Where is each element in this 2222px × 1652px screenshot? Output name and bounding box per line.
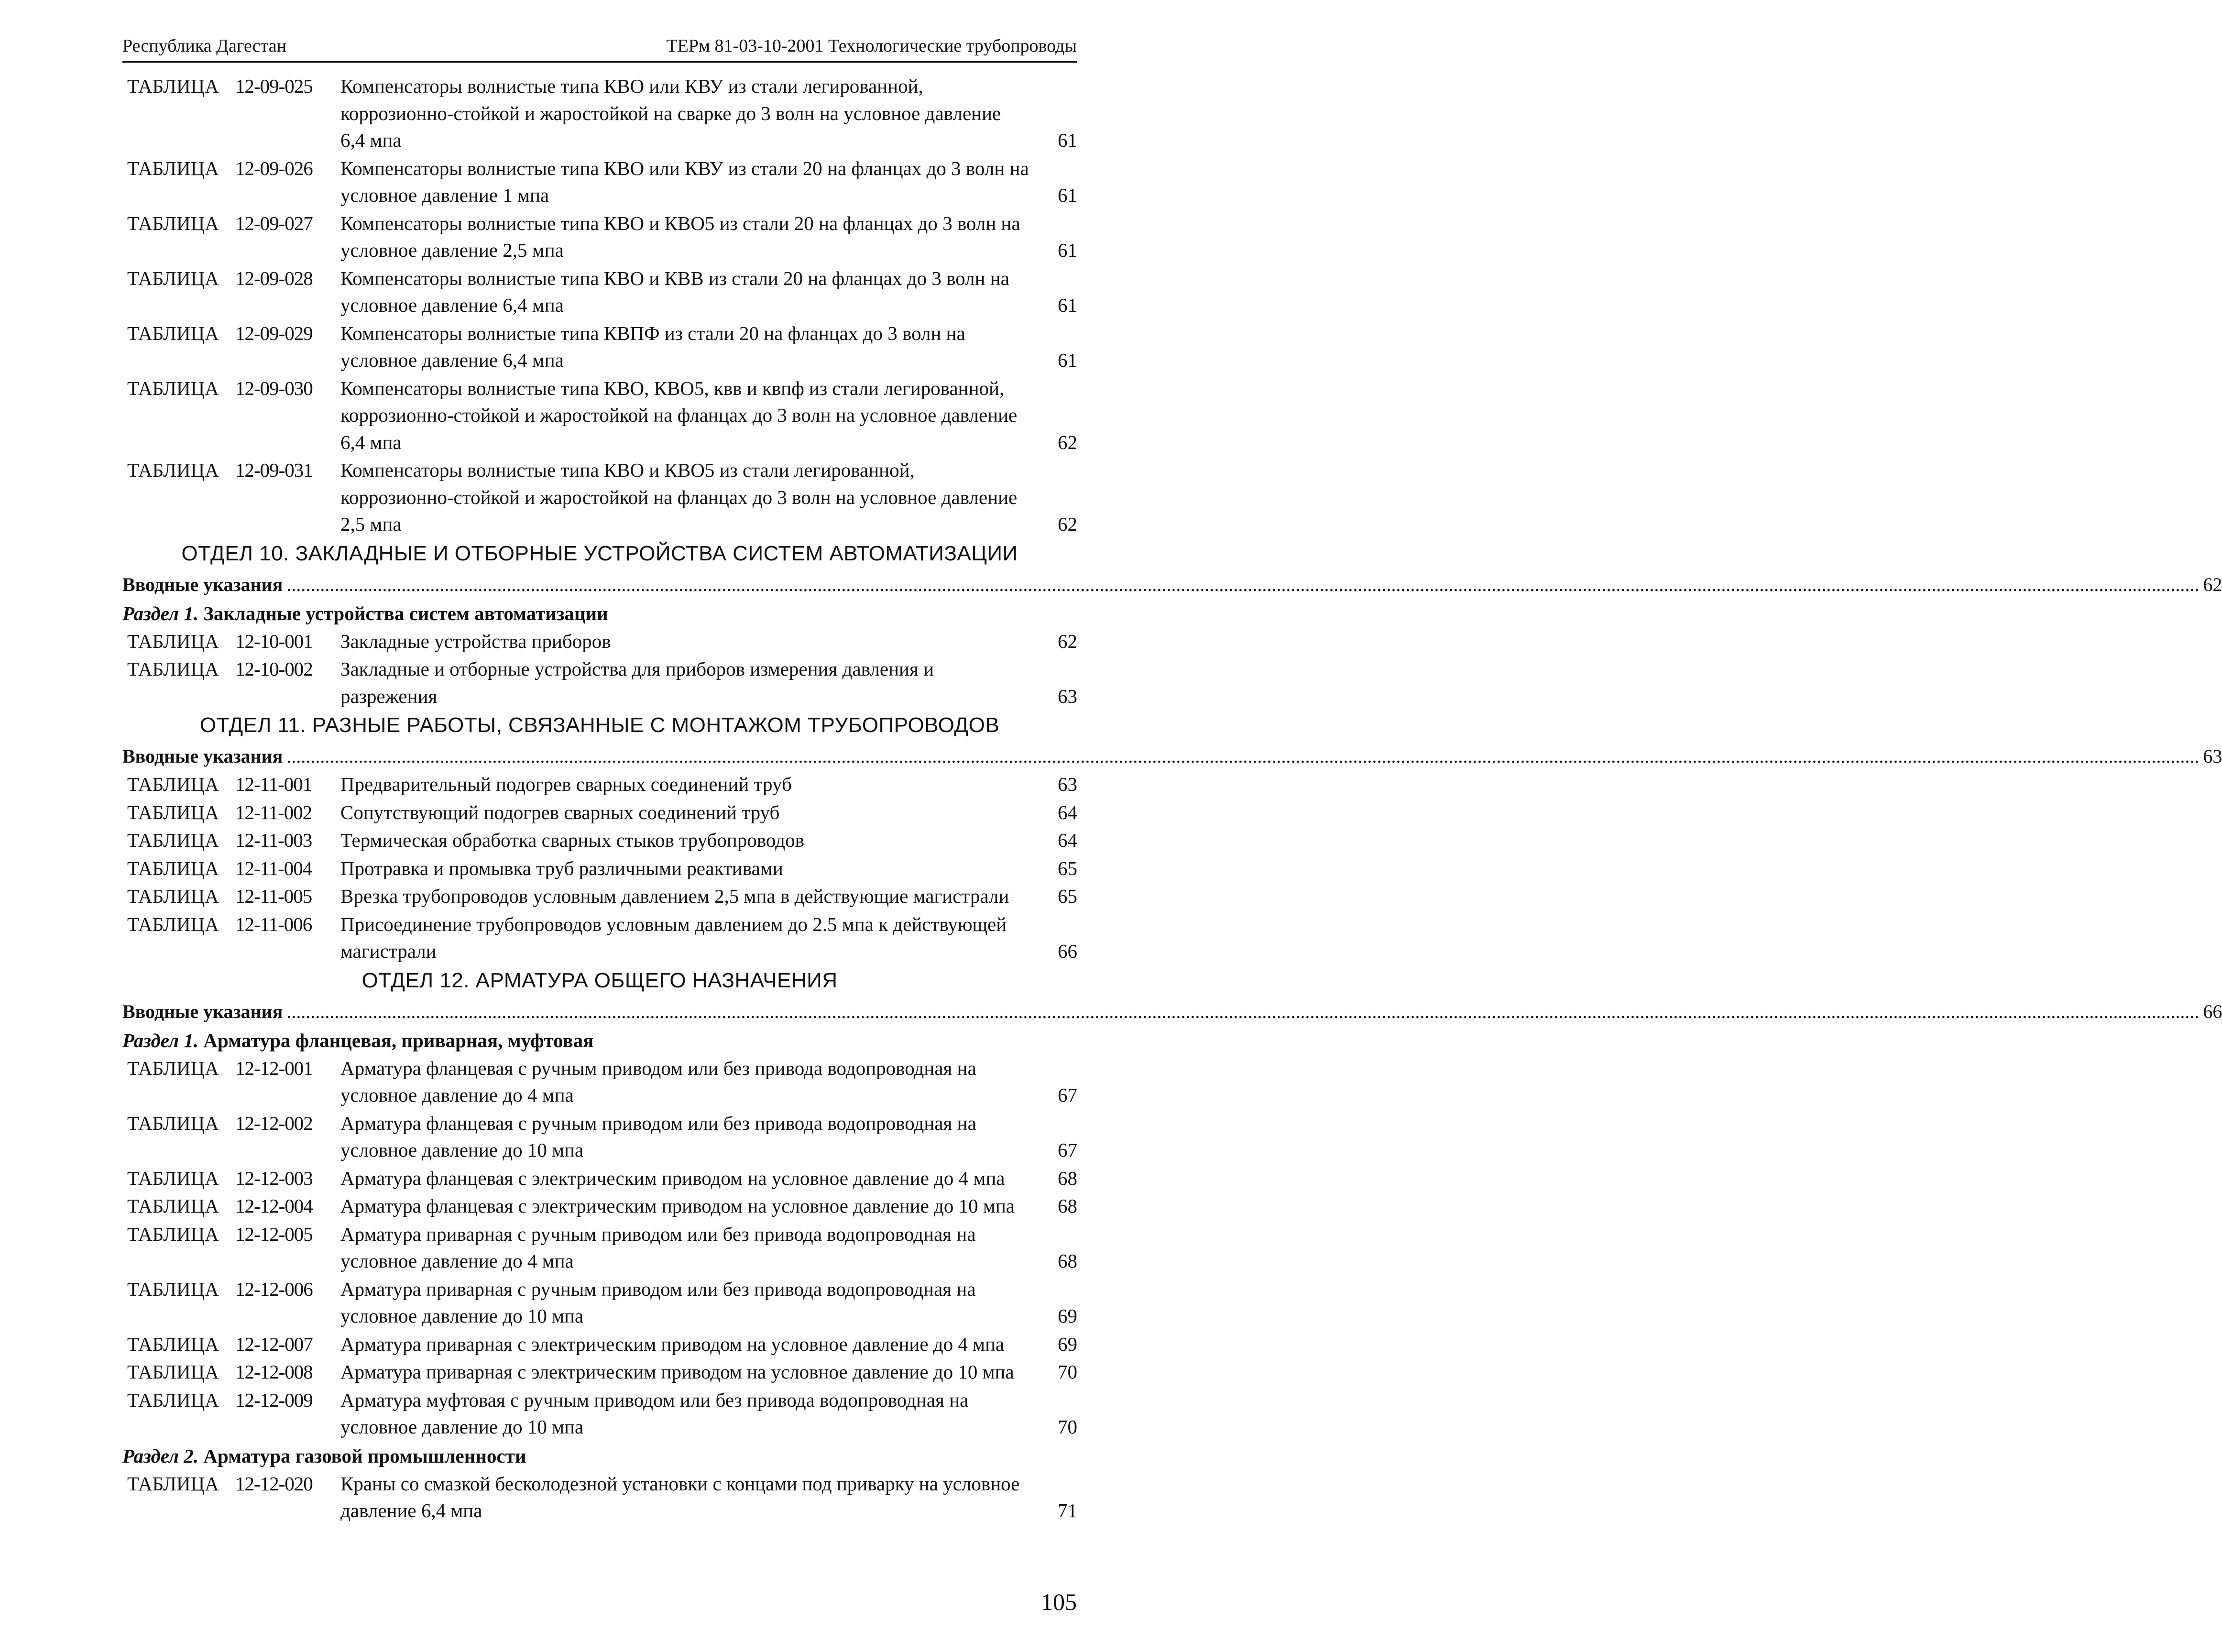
department-heading: ОТДЕЛ 10. ЗАКЛАДНЫЕ И ОТБОРНЫЕ УСТРОЙСТВА СИСТЕМ АВТОМАТИЗАЦИИ bbox=[181, 541, 1018, 565]
entry-keyword: ТАБЛИЦА bbox=[127, 1333, 219, 1355]
entry-code: 12-09-026 bbox=[235, 157, 313, 179]
intro-entry[interactable] bbox=[122, 997, 2222, 1026]
section-title: Закладные устройства систем автоматизации bbox=[203, 602, 608, 624]
entry-keyword: ТАБЛИЦА bbox=[127, 1112, 219, 1134]
entry-description: Арматура муфтовая с ручным приводом или без привода водопроводная на условное давление до 10 мпа bbox=[340, 1389, 969, 1438]
toc-entry[interactable] bbox=[122, 799, 1077, 826]
entry-keyword: ТАБЛИЦА bbox=[127, 1195, 219, 1217]
table-of-contents bbox=[122, 73, 2222, 1524]
entry-keyword: ТАБЛИЦА bbox=[127, 1223, 219, 1245]
entry-description: Арматура приварная с ручным приводом или без привода водопроводная на условное давление до 10 мпа bbox=[340, 1278, 976, 1327]
section-title: Арматура газовой промышленности bbox=[203, 1444, 526, 1467]
entry-keyword: ТАБЛИЦА bbox=[127, 885, 219, 907]
entry-description: Врезка трубопроводов условным давлением 2,5 мпа в действующие магистрали bbox=[340, 885, 1009, 907]
entry-code: 12-12-008 bbox=[235, 1361, 313, 1383]
entry-description: Компенсаторы волнистые типа КВО или КВУ из стали 20 на фланцах до 3 волн на условное давление 1 мпа bbox=[340, 157, 1029, 206]
entry-code: 12-11-002 bbox=[235, 801, 312, 823]
dot-leader: ................................................................................................................................................................................................................................................................................................................................................................................................................ bbox=[286, 745, 2200, 767]
entry-page: 61 bbox=[1058, 184, 1077, 206]
entry-description: Компенсаторы волнистые типа КВО, КВО5, квв и квпф из стали легированной, коррозионно-стойкой и жаростойкой на фланцах до 3 волн на условное давление 6,4 мпа bbox=[340, 377, 1018, 453]
entry-description: Компенсаторы волнистые типа КВО или КВУ из стали легированной, коррозионно-стойкой и жаростойкой на сварке до 3 волн на условное давление 6,4 мпа bbox=[340, 75, 1001, 151]
entry-keyword: ТАБЛИЦА bbox=[127, 212, 219, 234]
entry-code: 12-09-031 bbox=[235, 459, 313, 481]
entry-page: 70 bbox=[1058, 1416, 1077, 1438]
header-region: Республика Дагестан bbox=[122, 36, 286, 56]
entry-keyword: ТАБЛИЦА bbox=[127, 913, 219, 935]
entry-code: 12-10-002 bbox=[235, 658, 313, 680]
section-heading bbox=[122, 1026, 1077, 1055]
page-number: 105 bbox=[1041, 1588, 1077, 1615]
entry-description: Арматура фланцевая с ручным приводом или без привода водопроводная на условное давление до 4 мпа bbox=[340, 1057, 976, 1106]
header-standard-title: ТЕРм 81-03-10-2001 Технологические трубопроводы bbox=[666, 36, 1077, 56]
entry-page: 68 bbox=[1058, 1250, 1077, 1272]
toc-entry[interactable] bbox=[122, 1165, 1077, 1192]
entry-page: 61 bbox=[1058, 349, 1077, 371]
entry-code: 12-12-004 bbox=[235, 1195, 313, 1217]
entry-page: 67 bbox=[1058, 1139, 1077, 1161]
toc-entry[interactable] bbox=[122, 375, 1077, 456]
toc-entry[interactable] bbox=[122, 1276, 1077, 1330]
entry-page: 68 bbox=[1058, 1195, 1077, 1217]
entry-keyword: ТАБЛИЦА bbox=[127, 157, 219, 179]
entry-code: 12-09-027 bbox=[235, 212, 313, 234]
entry-page: 64 bbox=[1058, 801, 1077, 823]
entry-code: 12-12-020 bbox=[235, 1472, 313, 1495]
intro-label: Вводные указания bbox=[122, 1000, 283, 1022]
entry-description: Термическая обработка сварных стыков трубопроводов bbox=[340, 829, 804, 851]
entry-description: Протравка и промывка труб различными реактивами bbox=[340, 857, 783, 879]
entry-code: 12-12-001 bbox=[235, 1057, 313, 1079]
entry-code: 12-11-005 bbox=[235, 885, 312, 907]
section-heading bbox=[122, 599, 1077, 628]
entry-keyword: ТАБЛИЦА bbox=[127, 857, 219, 879]
toc-entry[interactable] bbox=[122, 265, 1077, 319]
entry-keyword: ТАБЛИЦА bbox=[127, 1389, 219, 1411]
entry-keyword: ТАБЛИЦА bbox=[127, 267, 219, 289]
toc-entry[interactable] bbox=[122, 827, 1077, 854]
entry-code: 12-12-006 bbox=[235, 1278, 313, 1300]
entry-page: 64 bbox=[1058, 829, 1077, 851]
header-rule bbox=[122, 61, 1077, 63]
entry-page: 70 bbox=[1058, 1361, 1077, 1383]
entry-page: 71 bbox=[1058, 1499, 1077, 1521]
toc-entry[interactable] bbox=[122, 457, 1077, 538]
toc-entry[interactable] bbox=[122, 628, 1077, 655]
intro-label: Вводные указания bbox=[122, 573, 283, 595]
entry-page: 63 bbox=[1058, 685, 1077, 707]
toc-entry[interactable] bbox=[122, 1387, 1077, 1441]
entry-page: 69 bbox=[1058, 1305, 1077, 1327]
entry-description: Арматура фланцевая с ручным приводом или без привода водопроводная на условное давление до 10 мпа bbox=[340, 1112, 976, 1161]
entry-description: Сопутствующий подогрев сварных соединений труб bbox=[340, 801, 780, 823]
entry-code: 12-10-001 bbox=[235, 630, 313, 652]
toc-entry[interactable] bbox=[122, 855, 1077, 882]
toc-entry[interactable] bbox=[122, 1331, 1077, 1358]
entry-page: 65 bbox=[1058, 857, 1077, 879]
intro-page: 66 bbox=[2203, 1000, 2222, 1022]
entry-page: 62 bbox=[1058, 431, 1077, 453]
entry-code: 12-09-025 bbox=[235, 75, 313, 97]
entry-keyword: ТАБЛИЦА bbox=[127, 630, 219, 652]
entry-description: Краны со смазкой бесколодезной установки с концами под приварку на условное давление 6,4 мпа bbox=[340, 1472, 1020, 1521]
entry-page: 65 bbox=[1058, 885, 1077, 907]
toc-entry[interactable] bbox=[122, 1055, 1077, 1109]
entry-description: Арматура приварная с электрическим приводом на условное давление до 10 мпа bbox=[340, 1361, 1014, 1383]
entry-code: 12-11-004 bbox=[235, 857, 312, 879]
intro-entry[interactable] bbox=[122, 570, 2222, 599]
entry-description: Арматура фланцевая с электрическим приводом на условное давление до 4 мпа bbox=[340, 1167, 1005, 1189]
entry-code: 12-09-029 bbox=[235, 322, 313, 344]
entry-description: Присоединение трубопроводов условным давлением до 2.5 мпа к действующей магистрали bbox=[340, 913, 1007, 962]
entry-code: 12-09-028 bbox=[235, 267, 313, 289]
entry-page: 61 bbox=[1058, 239, 1077, 261]
entry-code: 12-12-003 bbox=[235, 1167, 313, 1189]
entry-description: Предварительный подогрев сварных соединений труб bbox=[340, 773, 792, 795]
entry-code: 12-11-006 bbox=[235, 913, 312, 935]
toc-entry[interactable] bbox=[122, 320, 1077, 374]
entry-page: 61 bbox=[1058, 294, 1077, 316]
entry-page: 61 bbox=[1058, 129, 1077, 151]
entry-code: 12-09-030 bbox=[235, 377, 313, 399]
entry-keyword: ТАБЛИЦА bbox=[127, 1361, 219, 1383]
entry-code: 12-12-005 bbox=[235, 1223, 313, 1245]
toc-entry[interactable] bbox=[122, 73, 1077, 154]
intro-label: Вводные указания bbox=[122, 745, 283, 767]
entry-code: 12-12-009 bbox=[235, 1389, 313, 1411]
entry-page: 66 bbox=[1058, 940, 1077, 962]
intro-page: 63 bbox=[2203, 745, 2222, 767]
section-heading bbox=[122, 1442, 1077, 1470]
entry-keyword: ТАБЛИЦА bbox=[127, 773, 219, 795]
entry-description: Арматура приварная с электрическим приводом на условное давление до 4 мпа bbox=[340, 1333, 1005, 1355]
entry-description: Компенсаторы волнистые типа КВО и КВО5 из стали легированной, коррозионно-стойкой и жаростойкой на фланцах до 3 волн на условное давление 2,5 мпа bbox=[340, 459, 1018, 535]
entry-code: 12-12-002 bbox=[235, 1112, 313, 1134]
document-page bbox=[122, 32, 2222, 1615]
entry-keyword: ТАБЛИЦА bbox=[127, 1472, 219, 1495]
entry-keyword: ТАБЛИЦА bbox=[127, 75, 219, 97]
toc-entry[interactable] bbox=[122, 883, 1077, 910]
department-heading: ОТДЕЛ 11. РАЗНЫЕ РАБОТЫ, СВЯЗАННЫЕ С МОНТАЖОМ ТРУБОПРОВОДОВ bbox=[199, 713, 1000, 737]
entry-code: 12-12-007 bbox=[235, 1333, 313, 1355]
entry-page: 68 bbox=[1058, 1167, 1077, 1189]
entry-code: 12-11-001 bbox=[235, 773, 312, 795]
entry-keyword: ТАБЛИЦА bbox=[127, 459, 219, 481]
entry-description: Закладные и отборные устройства для приборов измерения давления и разрежения bbox=[340, 658, 934, 707]
entry-description: Компенсаторы волнистые типа КВПФ из стали 20 на фланцах до 3 волн на условное давление 6,4 мпа bbox=[340, 322, 965, 371]
entry-keyword: ТАБЛИЦА bbox=[127, 658, 219, 680]
toc-entry[interactable] bbox=[122, 656, 1077, 710]
toc-entry[interactable] bbox=[122, 911, 1077, 965]
toc-entry[interactable] bbox=[122, 771, 1077, 798]
section-title: Арматура фланцевая, приварная, муфтовая bbox=[203, 1029, 594, 1051]
entry-description: Арматура фланцевая с электрическим приводом на условное давление до 10 мпа bbox=[340, 1195, 1015, 1217]
entry-keyword: ТАБЛИЦА bbox=[127, 801, 219, 823]
entry-description: Компенсаторы волнистые типа КВО и КВВ из стали 20 на фланцах до 3 волн на условное давление 6,4 мпа bbox=[340, 267, 1009, 316]
entry-keyword: ТАБЛИЦА bbox=[127, 322, 219, 344]
entry-page: 62 bbox=[1058, 630, 1077, 652]
entry-page: 69 bbox=[1058, 1333, 1077, 1355]
toc-entry[interactable] bbox=[122, 1110, 1077, 1164]
entry-keyword: ТАБЛИЦА bbox=[127, 1057, 219, 1079]
entry-keyword: ТАБЛИЦА bbox=[127, 1278, 219, 1300]
intro-page: 62 bbox=[2203, 573, 2222, 595]
entry-description: Компенсаторы волнистые типа КВО и КВО5 из стали 20 на фланцах до 3 волн на условное давление 2,5 мпа bbox=[340, 212, 1020, 261]
department-heading: ОТДЕЛ 12. АРМАТУРА ОБЩЕГО НАЗНАЧЕНИЯ bbox=[361, 968, 838, 992]
toc-entry[interactable] bbox=[122, 1470, 1077, 1524]
section-number: Раздел 1. bbox=[122, 1029, 198, 1051]
toc-entry[interactable] bbox=[122, 155, 1077, 209]
intro-entry[interactable] bbox=[122, 742, 2222, 771]
dot-leader: ................................................................................................................................................................................................................................................................................................................................................................................................................ bbox=[286, 573, 2200, 595]
entry-keyword: ТАБЛИЦА bbox=[127, 1167, 219, 1189]
toc-entry[interactable] bbox=[122, 1358, 1077, 1386]
dot-leader: ................................................................................................................................................................................................................................................................................................................................................................................................................ bbox=[286, 1000, 2200, 1022]
toc-entry[interactable] bbox=[122, 210, 1077, 264]
toc-entry[interactable] bbox=[122, 1193, 1077, 1220]
toc-entry[interactable] bbox=[122, 1221, 1077, 1275]
entry-description: Закладные устройства приборов bbox=[340, 630, 611, 652]
entry-page: 63 bbox=[1058, 773, 1077, 795]
section-number: Раздел 1. bbox=[122, 602, 198, 624]
entry-keyword: ТАБЛИЦА bbox=[127, 829, 219, 851]
entry-page: 67 bbox=[1058, 1084, 1077, 1106]
entry-page: 62 bbox=[1058, 513, 1077, 535]
entry-code: 12-11-003 bbox=[235, 829, 312, 851]
entry-description: Арматура приварная с ручным приводом или без привода водопроводная на условное давление до 4 мпа bbox=[340, 1223, 976, 1272]
running-header bbox=[122, 32, 1077, 60]
section-number: Раздел 2. bbox=[122, 1444, 198, 1467]
entry-keyword: ТАБЛИЦА bbox=[127, 377, 219, 399]
